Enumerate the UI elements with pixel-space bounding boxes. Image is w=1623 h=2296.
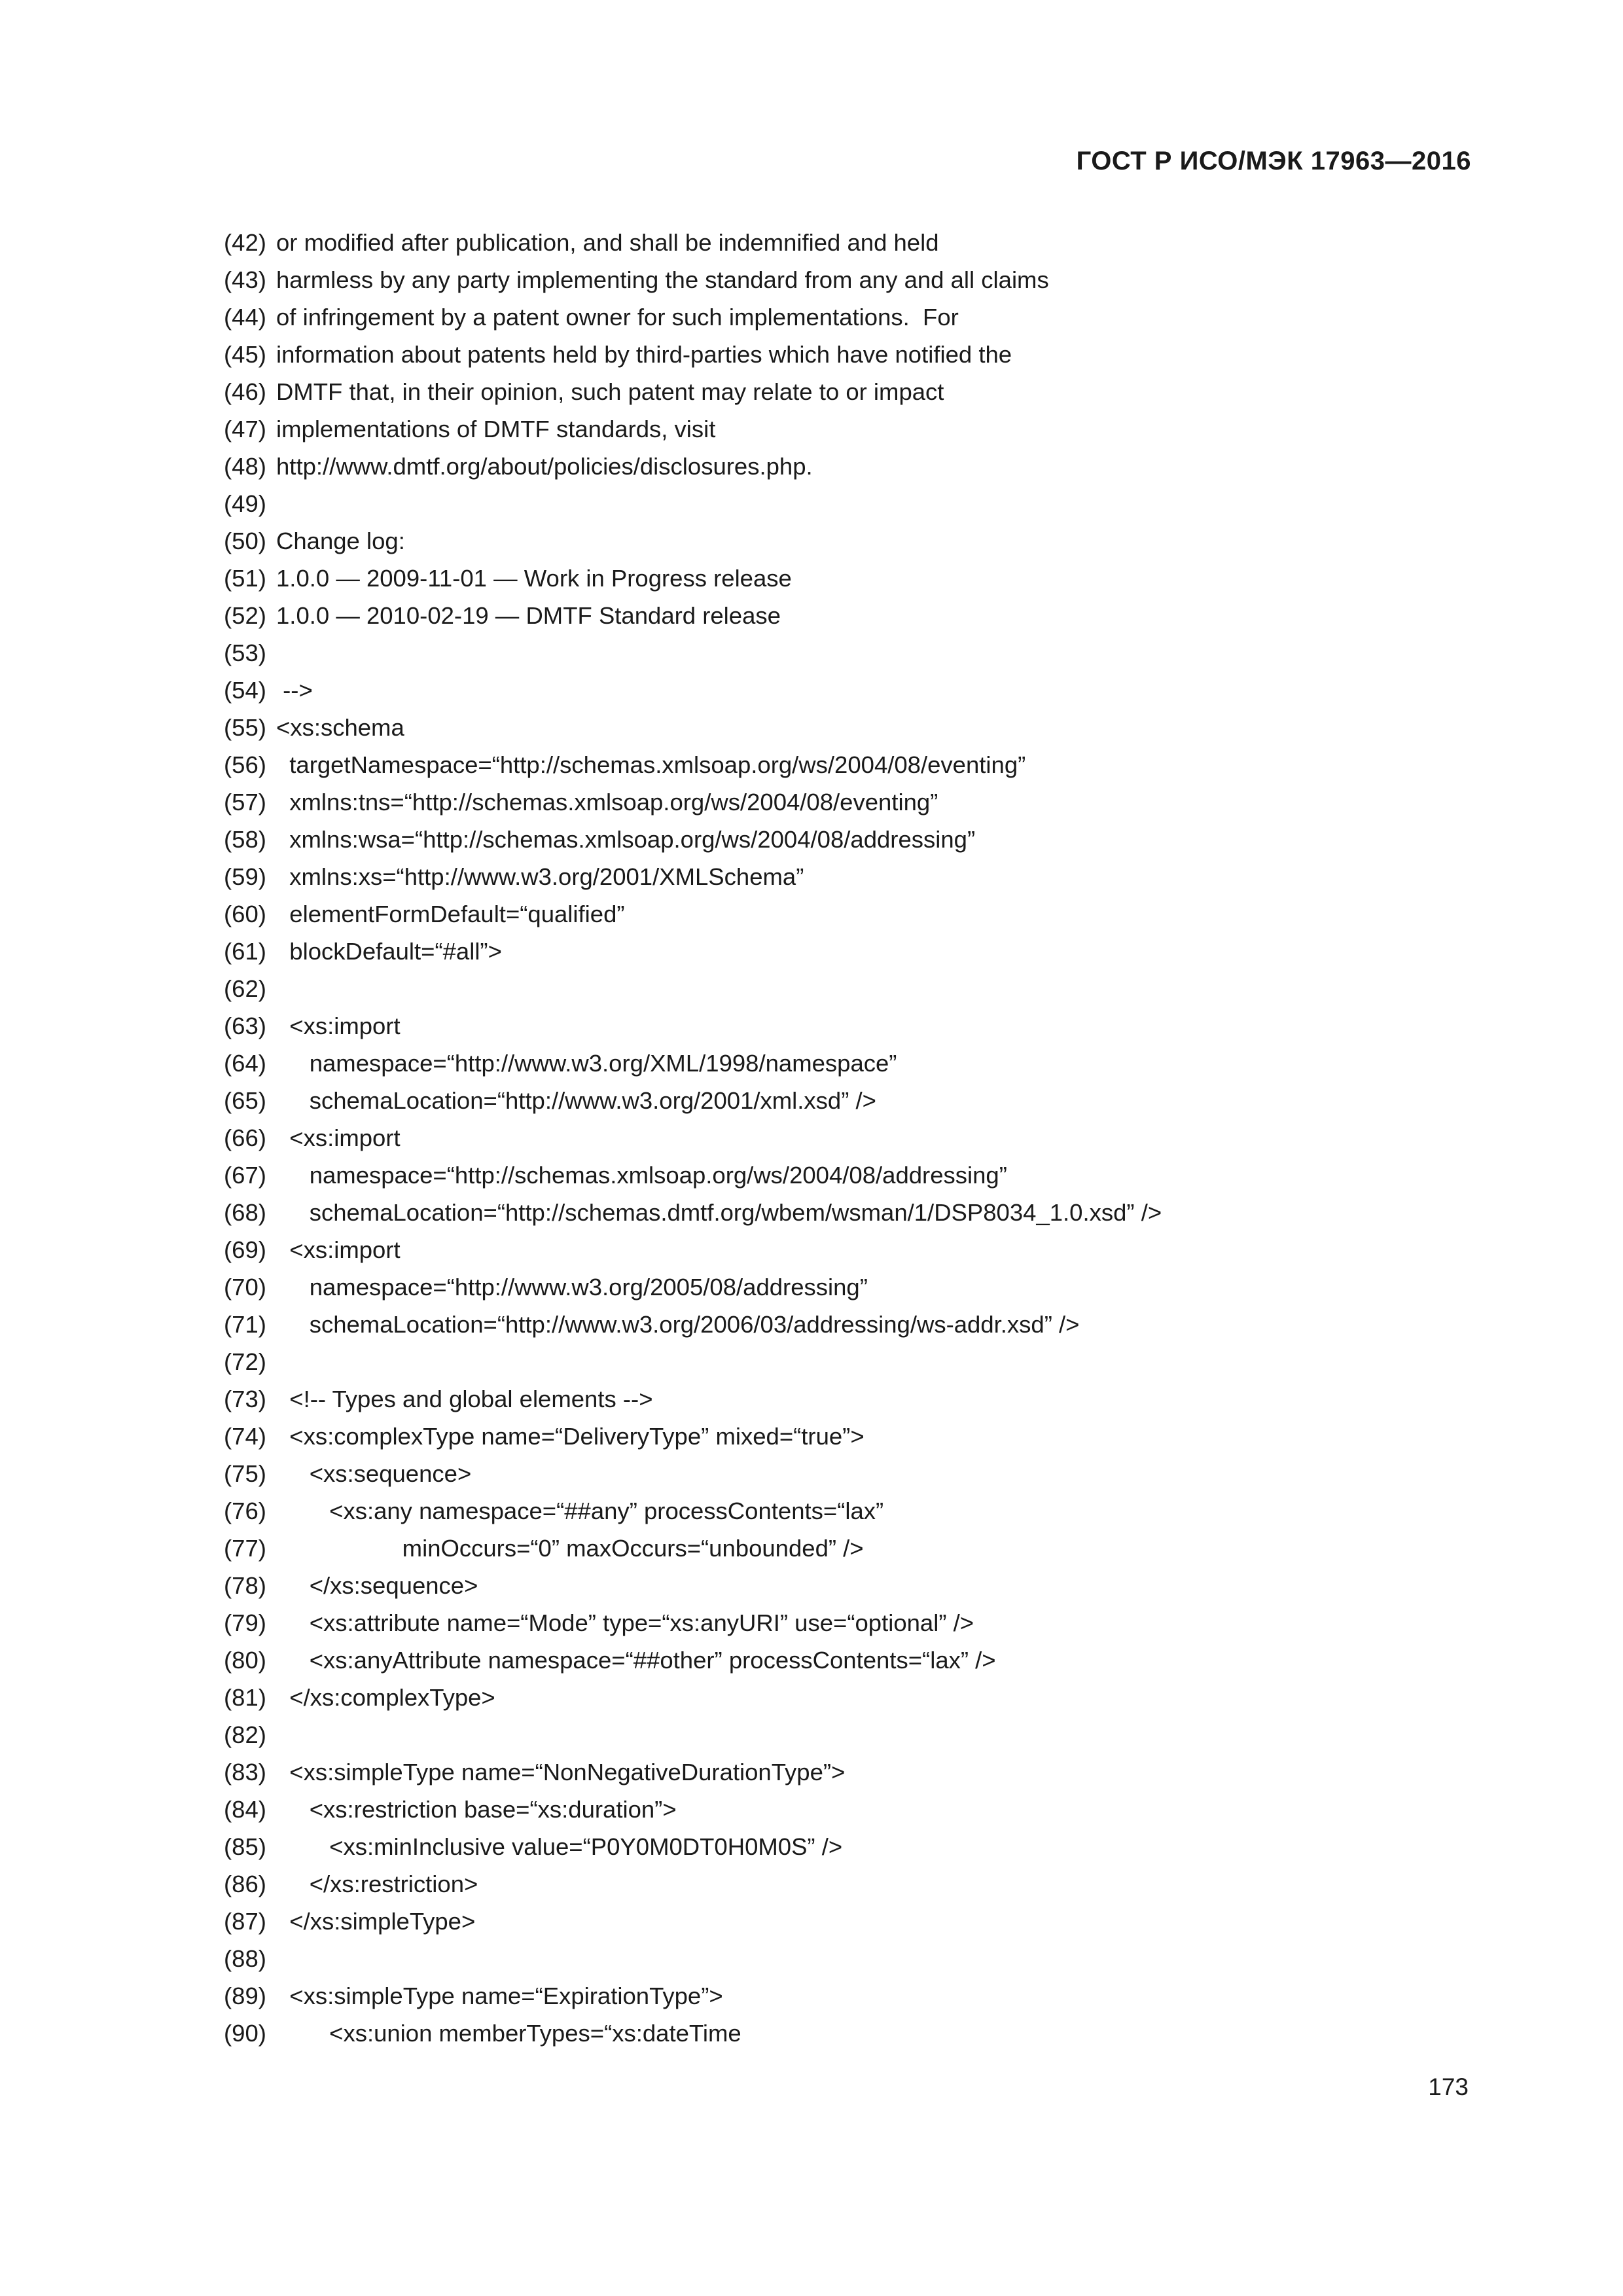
line-text: <xs:import xyxy=(276,1124,401,1151)
line-number: (72) xyxy=(224,1348,266,1375)
code-line xyxy=(224,1753,1162,1791)
code-listing xyxy=(224,224,1162,2052)
code-line xyxy=(224,261,1162,298)
line-text: information about patents held by third-parties which have notified the xyxy=(276,341,1012,368)
line-number: (49) xyxy=(224,490,266,517)
code-line xyxy=(224,1977,1162,2015)
line-number: (69) xyxy=(224,1236,266,1263)
code-line xyxy=(224,1343,1162,1380)
line-text: blockDefault=“#all”> xyxy=(276,938,502,965)
line-number: (66) xyxy=(224,1124,266,1151)
line-text: <xs:any namespace=“##any” processContents=“lax” xyxy=(276,1498,884,1524)
code-line xyxy=(224,709,1162,746)
code-line xyxy=(224,1119,1162,1157)
code-line xyxy=(224,895,1162,933)
line-number: (51) xyxy=(224,565,266,592)
line-number: (82) xyxy=(224,1721,266,1748)
code-line xyxy=(224,1791,1162,1828)
code-line xyxy=(224,298,1162,336)
code-line xyxy=(224,336,1162,373)
code-line xyxy=(224,1940,1162,1977)
line-number: (85) xyxy=(224,1833,266,1860)
code-line xyxy=(224,783,1162,821)
code-line xyxy=(224,1492,1162,1530)
line-number: (62) xyxy=(224,975,266,1002)
code-line xyxy=(224,1903,1162,1940)
line-text: implementations of DMTF standards, visit xyxy=(276,416,716,442)
code-line xyxy=(224,410,1162,448)
line-text: xmlns:wsa=“http://schemas.xmlsoap.org/ws/2004/08/addressing” xyxy=(276,826,976,853)
code-line xyxy=(224,1045,1162,1082)
line-number: (67) xyxy=(224,1162,266,1189)
line-text: xmlns:tns=“http://schemas.xmlsoap.org/ws/2004/08/eventing” xyxy=(276,789,938,816)
line-number: (45) xyxy=(224,341,266,368)
code-line xyxy=(224,746,1162,783)
line-number: (61) xyxy=(224,938,266,965)
code-line xyxy=(224,821,1162,858)
code-line xyxy=(224,1604,1162,1641)
line-text: </xs:simpleType> xyxy=(276,1908,476,1935)
code-line xyxy=(224,224,1162,261)
line-number: (60) xyxy=(224,901,266,927)
line-number: (55) xyxy=(224,714,266,741)
line-text: DMTF that, in their opinion, such patent may relate to or impact xyxy=(276,378,944,405)
line-text: <xs:simpleType name=“NonNegativeDurationType”> xyxy=(276,1759,846,1785)
line-text: namespace=“http://www.w3.org/2005/08/addressing” xyxy=(276,1274,868,1300)
line-number: (73) xyxy=(224,1386,266,1412)
line-number: (81) xyxy=(224,1684,266,1711)
line-text: 1.0.0 — 2009-11-01 — Work in Progress release xyxy=(276,565,792,592)
code-line xyxy=(224,560,1162,597)
page-number: 173 xyxy=(1428,2073,1469,2100)
line-number: (64) xyxy=(224,1050,266,1077)
code-line xyxy=(224,1455,1162,1492)
code-line xyxy=(224,1306,1162,1343)
document-header-standard-id: ГОСТ Р ИСО/МЭК 17963—2016 xyxy=(1076,147,1471,175)
code-line xyxy=(224,522,1162,560)
code-line xyxy=(224,1007,1162,1045)
line-text: <xs:simpleType name=“ExpirationType”> xyxy=(276,1982,723,2009)
code-line xyxy=(224,1380,1162,1418)
line-text: <xs:sequence> xyxy=(276,1460,472,1487)
line-number: (59) xyxy=(224,863,266,890)
line-text: <xs:minInclusive value=“P0Y0M0DT0H0M0S” /> xyxy=(276,1833,843,1860)
code-line xyxy=(224,1828,1162,1865)
line-text: schemaLocation=“http://schemas.dmtf.org/wbem/wsman/1/DSP8034_1.0.xsd” /> xyxy=(276,1199,1162,1226)
code-line xyxy=(224,1194,1162,1231)
line-text: <xs:complexType name=“DeliveryType” mixed=“true”> xyxy=(276,1423,865,1450)
line-text: <xs:anyAttribute namespace=“##other” processContents=“lax” /> xyxy=(276,1647,996,1674)
code-line xyxy=(224,858,1162,895)
line-text: harmless by any party implementing the standard from any and all claims xyxy=(276,266,1049,293)
line-number: (68) xyxy=(224,1199,266,1226)
line-number: (58) xyxy=(224,826,266,853)
line-number: (63) xyxy=(224,1013,266,1039)
line-number: (53) xyxy=(224,639,266,666)
line-number: (48) xyxy=(224,453,266,480)
line-number: (76) xyxy=(224,1498,266,1524)
line-number: (46) xyxy=(224,378,266,405)
code-line xyxy=(224,597,1162,634)
line-number: (52) xyxy=(224,602,266,629)
line-number: (80) xyxy=(224,1647,266,1674)
line-number: (90) xyxy=(224,2020,266,2047)
line-text: minOccurs=“0” maxOccurs=“unbounded” /> xyxy=(276,1535,864,1562)
line-number: (84) xyxy=(224,1796,266,1823)
line-text: <xs:union memberTypes=“xs:dateTime xyxy=(276,2020,741,2047)
line-text: <xs:attribute name=“Mode” type=“xs:anyURI” use=“optional” /> xyxy=(276,1609,974,1636)
line-text: </xs:sequence> xyxy=(276,1572,478,1599)
line-text: namespace=“http://schemas.xmlsoap.org/ws/2004/08/addressing” xyxy=(276,1162,1007,1189)
line-number: (89) xyxy=(224,1982,266,2009)
code-line xyxy=(224,1641,1162,1679)
line-number: (56) xyxy=(224,751,266,778)
line-number: (75) xyxy=(224,1460,266,1487)
code-line xyxy=(224,373,1162,410)
line-number: (88) xyxy=(224,1945,266,1972)
code-line xyxy=(224,1679,1162,1716)
line-text: http://www.dmtf.org/about/policies/disclosures.php. xyxy=(276,453,813,480)
code-line xyxy=(224,1082,1162,1119)
line-text: </xs:restriction> xyxy=(276,1871,478,1897)
line-text: 1.0.0 — 2010-02-19 — DMTF Standard release xyxy=(276,602,781,629)
line-text: namespace=“http://www.w3.org/XML/1998/namespace” xyxy=(276,1050,897,1077)
code-line xyxy=(224,933,1162,970)
code-line xyxy=(224,485,1162,522)
line-number: (78) xyxy=(224,1572,266,1599)
line-number: (65) xyxy=(224,1087,266,1114)
line-number: (50) xyxy=(224,528,266,554)
line-number: (57) xyxy=(224,789,266,816)
code-line xyxy=(224,1157,1162,1194)
line-text: --> xyxy=(276,677,313,704)
line-text: xmlns:xs=“http://www.w3.org/2001/XMLSchema” xyxy=(276,863,804,890)
line-text: schemaLocation=“http://www.w3.org/2001/xml.xsd” /> xyxy=(276,1087,876,1114)
line-text: targetNamespace=“http://schemas.xmlsoap.org/ws/2004/08/eventing” xyxy=(276,751,1026,778)
line-text: schemaLocation=“http://www.w3.org/2006/03/addressing/ws-addr.xsd” /> xyxy=(276,1311,1080,1338)
line-text: <xs:import xyxy=(276,1236,401,1263)
line-number: (86) xyxy=(224,1871,266,1897)
line-number: (70) xyxy=(224,1274,266,1300)
code-line xyxy=(224,1865,1162,1903)
code-line xyxy=(224,672,1162,709)
line-number: (43) xyxy=(224,266,266,293)
code-line xyxy=(224,448,1162,485)
line-text: elementFormDefault=“qualified” xyxy=(276,901,625,927)
line-text: <xs:import xyxy=(276,1013,401,1039)
code-line xyxy=(224,1530,1162,1567)
code-line xyxy=(224,1716,1162,1753)
code-line xyxy=(224,1268,1162,1306)
line-text: <xs:restriction base=“xs:duration”> xyxy=(276,1796,677,1823)
code-line xyxy=(224,1231,1162,1268)
line-text: or modified after publication, and shall be indemnified and held xyxy=(276,229,939,256)
code-line xyxy=(224,970,1162,1007)
line-number: (74) xyxy=(224,1423,266,1450)
code-line xyxy=(224,1567,1162,1604)
line-text: </xs:complexType> xyxy=(276,1684,495,1711)
line-number: (54) xyxy=(224,677,266,704)
line-text: Change log: xyxy=(276,528,405,554)
line-number: (47) xyxy=(224,416,266,442)
line-number: (87) xyxy=(224,1908,266,1935)
line-text: <!-- Types and global elements --> xyxy=(276,1386,653,1412)
line-text: of infringement by a patent owner for such implementations. For xyxy=(276,304,959,331)
line-text: <xs:schema xyxy=(276,714,404,741)
line-number: (71) xyxy=(224,1311,266,1338)
line-number: (44) xyxy=(224,304,266,331)
line-number: (77) xyxy=(224,1535,266,1562)
code-line xyxy=(224,634,1162,672)
code-line xyxy=(224,2015,1162,2052)
line-number: (42) xyxy=(224,229,266,256)
line-number: (79) xyxy=(224,1609,266,1636)
code-line xyxy=(224,1418,1162,1455)
line-number: (83) xyxy=(224,1759,266,1785)
